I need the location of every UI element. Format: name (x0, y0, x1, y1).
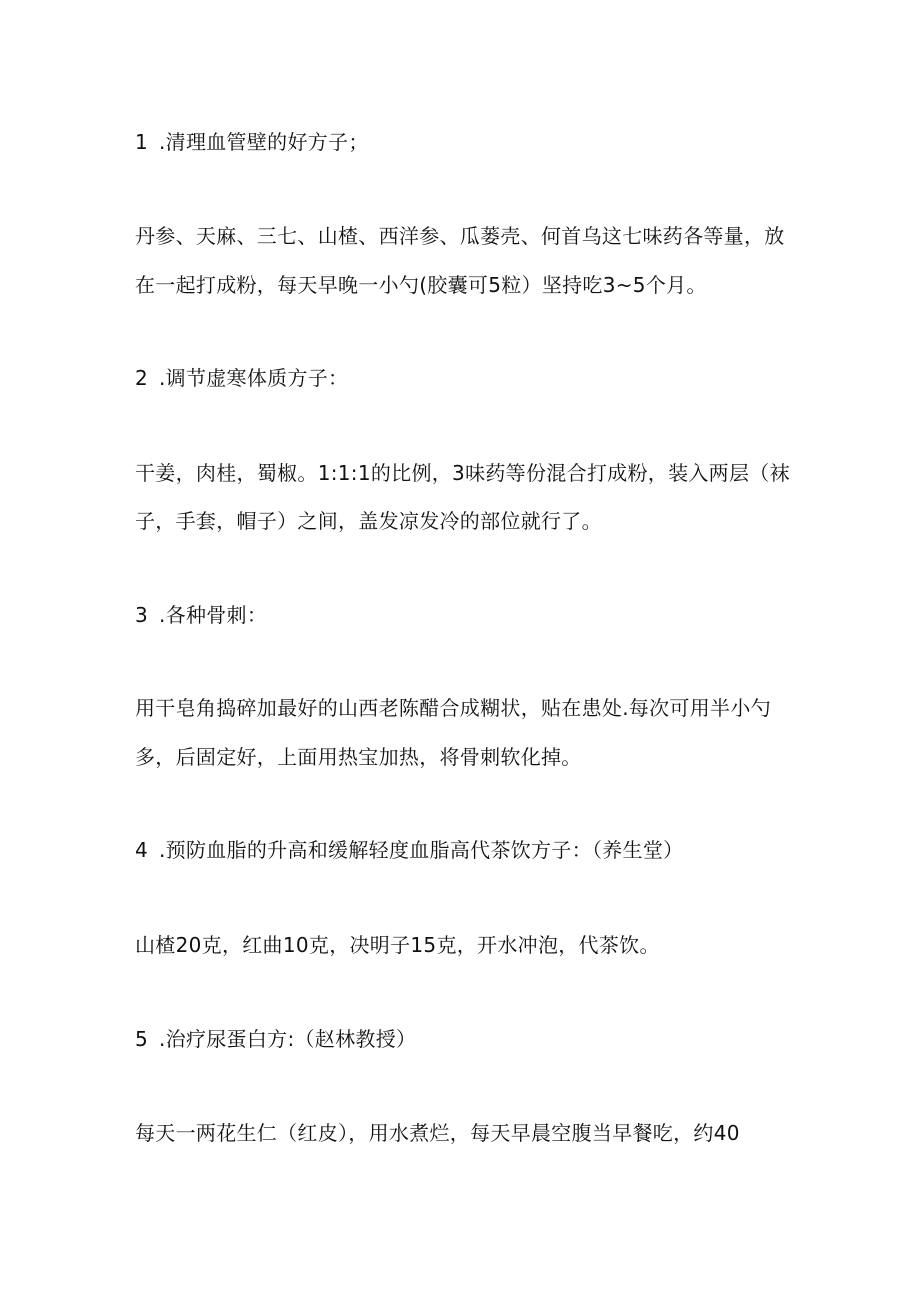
section-number: 3 (135, 603, 149, 627)
section-2-heading (135, 364, 348, 392)
section-4-heading (135, 836, 683, 864)
section-title: .清理血管壁的好方子； (159, 130, 369, 154)
section-2-body-line-2: 子，手套，帽子）之间，盖发凉发冷的部位就行了。 (135, 509, 602, 533)
section-number: 2 (135, 366, 149, 390)
section-title: .调节虚寒体质方子： (159, 366, 349, 390)
section-title: .各种骨刺： (159, 603, 268, 627)
section-2-body-line-1: 干姜，肉桂，蜀椒。1:1:1的比例，3味药等份混合打成粉，装入两层（袜 (135, 461, 790, 485)
section-3-body-line-1: 用干皂角捣碎加最好的山西老陈醋合成糊状，贴在患处.每次可用半小勺 (135, 696, 771, 720)
section-5-heading (135, 1025, 416, 1053)
section-title: .治疗尿蛋白方:（赵林教授） (159, 1027, 417, 1051)
section-1-body-line-1: 丹参、天麻、三七、山楂、西洋参、瓜蒌壳、何首乌这七味药各等量，放 (135, 224, 785, 248)
section-4-body-line-1: 山楂20克，红曲10克，决明子15克，开水冲泡，代茶饮。 (135, 933, 660, 957)
section-3-heading (135, 601, 267, 629)
section-title: .预防血脂的升高和缓解轻度血脂高代茶饮方子：（养生堂） (159, 838, 684, 862)
section-5-body-line-1: 每天一两花生仁（红皮），用水煮烂，每天早晨空腹当早餐吃，约40 (135, 1121, 740, 1145)
section-number: 4 (135, 838, 149, 862)
section-3-body-line-2: 多，后固定好，上面用热宝加热，将骨刺软化掉。 (135, 745, 582, 769)
section-number: 5 (135, 1027, 149, 1051)
section-1-heading (135, 128, 369, 156)
section-1-body-line-2: 在一起打成粉，每天早晚一小勺(胶囊可5粒）坚持吃3~5个月。 (135, 273, 707, 297)
section-number: 1 (135, 130, 149, 154)
